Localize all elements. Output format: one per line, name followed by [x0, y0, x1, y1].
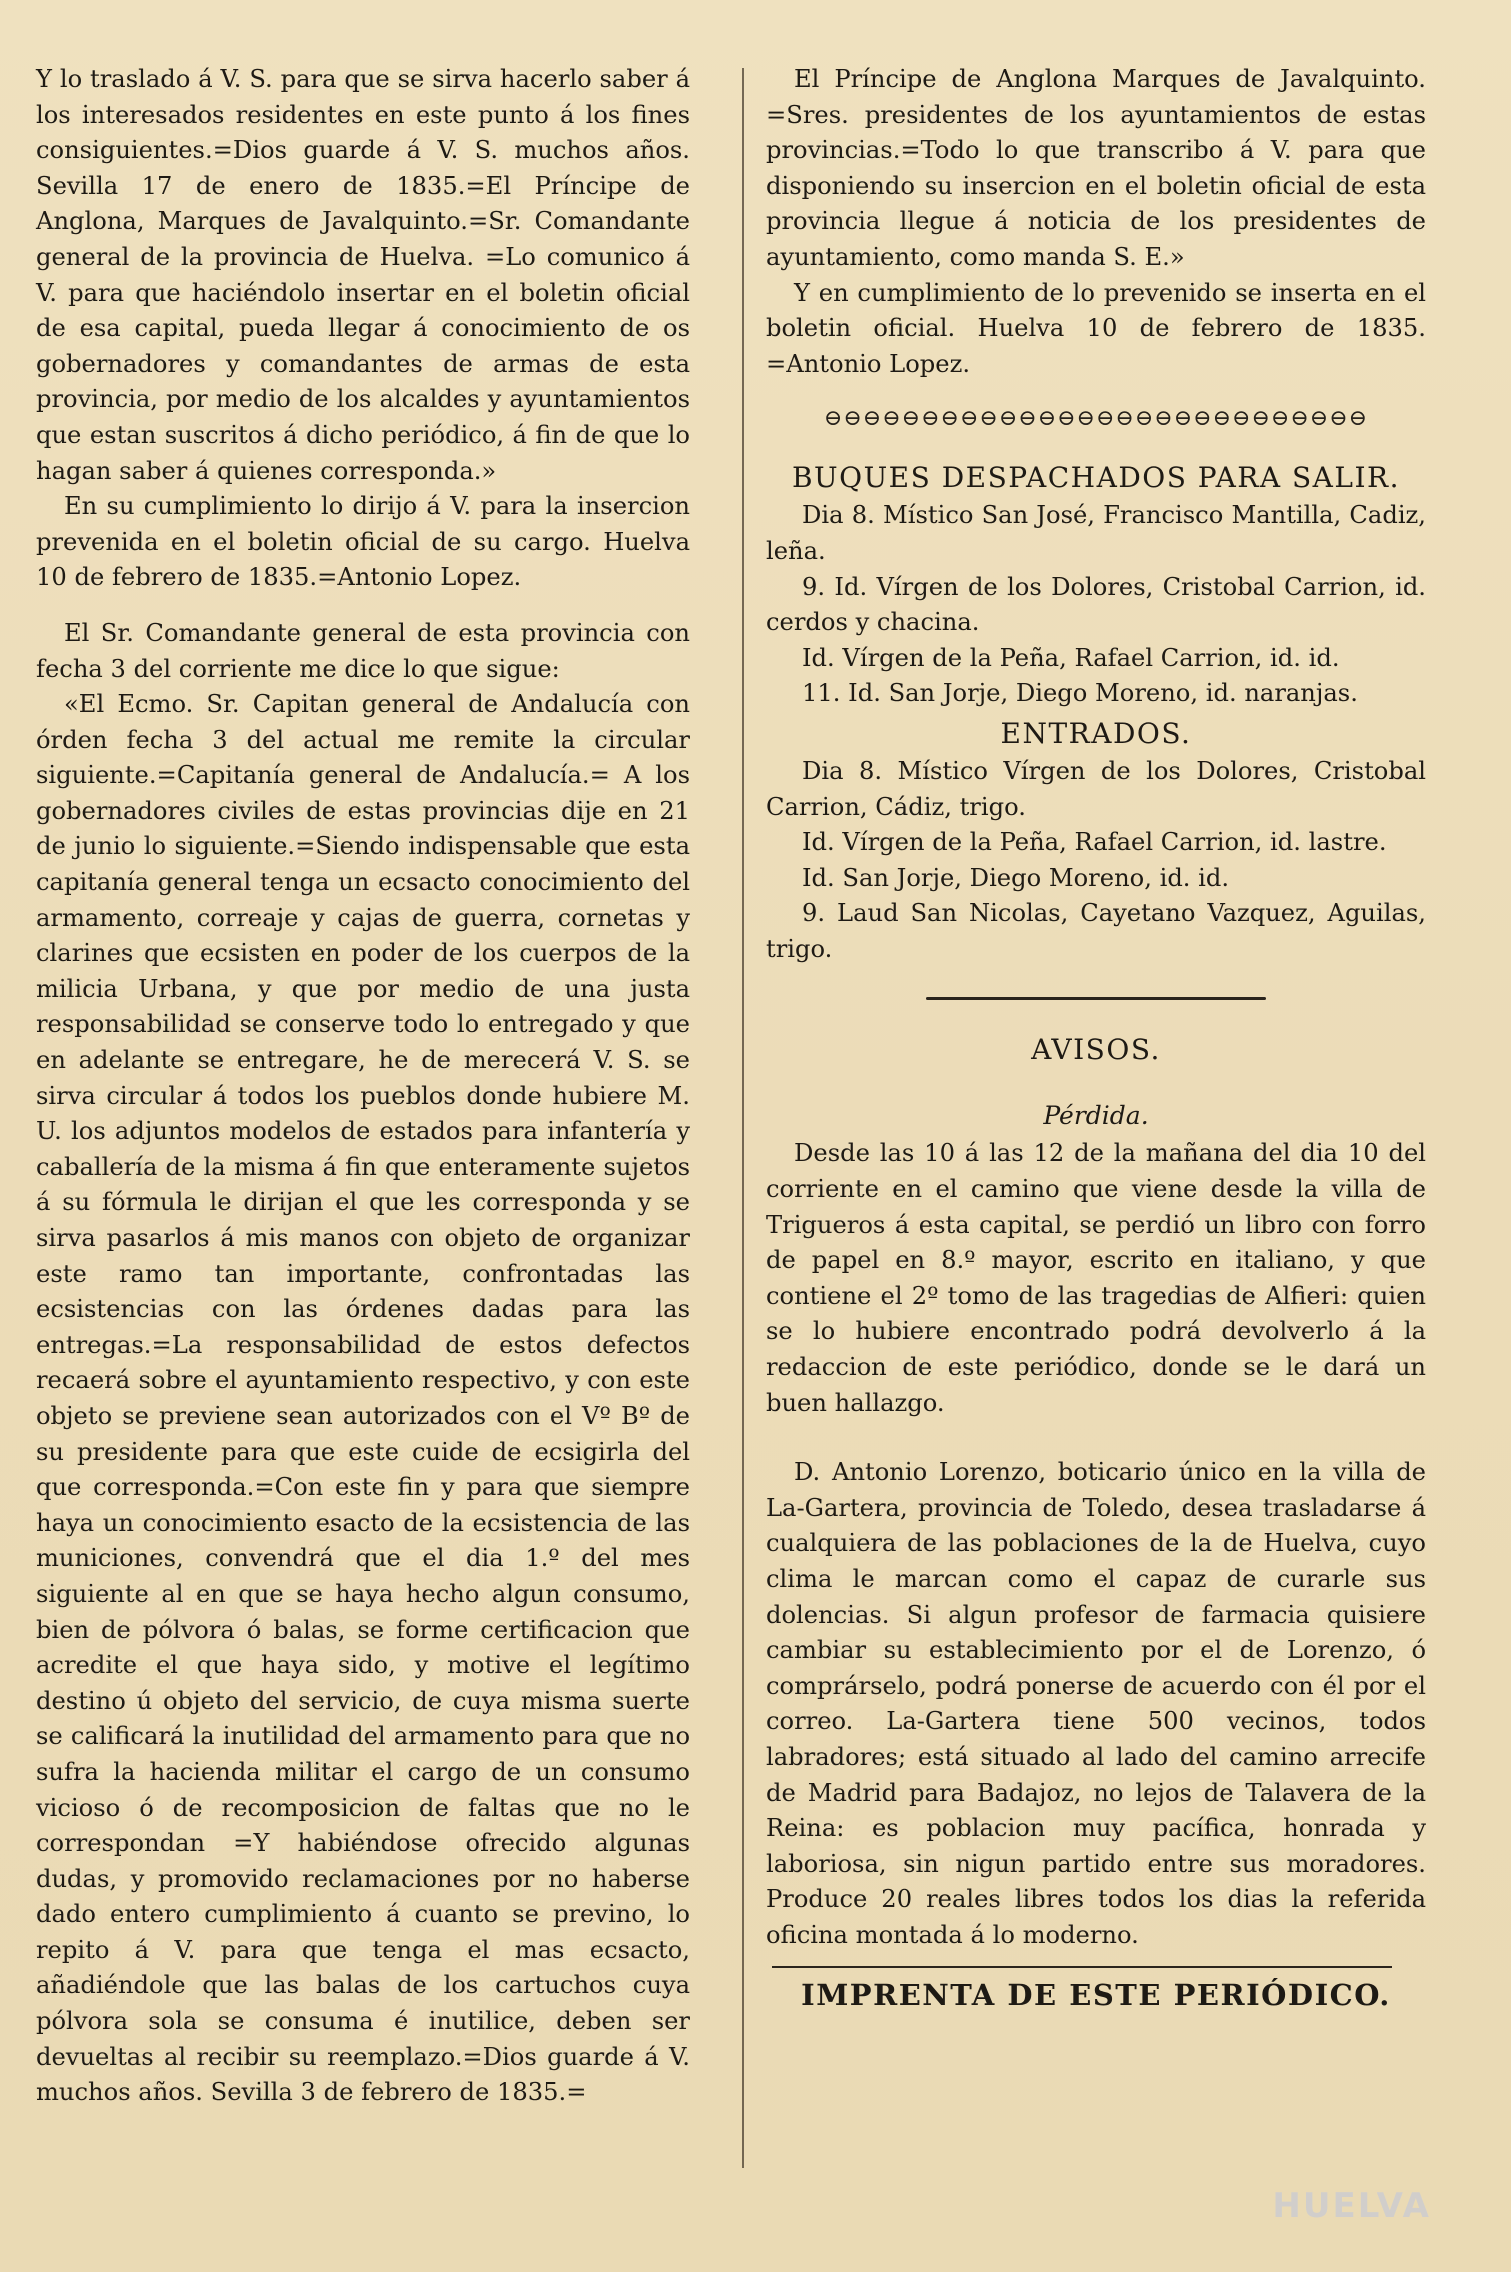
section-rule — [926, 997, 1266, 1000]
ornamental-separator: ⊖⊖⊖⊖⊖⊖⊖⊖⊖⊖⊖⊖⊖⊖⊖⊖⊖⊖⊖⊖⊖⊖⊖⊖⊖⊖⊖⊖ — [823, 406, 1369, 431]
perdida-notice: Desde las 10 á las 12 de la mañana del dia 10 del corriente en el camino que viene desde la villa de Trigueros á esta capital, se perdió un libro con forro de papel en 8.º mayor, escrito en italiano, y que contiene el 2º tomo de las tragedias de Alfieri: quien se lo hubiere encontrado podrá devolverlo á la redaccion de este periódico, donde se le dará un buen hallazgo. — [766, 1139, 1426, 1417]
buques-entry: 9. Id. Vírgen de los Dolores, Cristobal Carrion, id. cerdos y chacina. — [766, 572, 1426, 637]
entrados-heading: ENTRADOS. — [1000, 716, 1192, 750]
lorenzo-notice: D. Antonio Lorenzo, boticario único en la villa de La-Gartera, provincia de Toledo, desea trasladarse á cualquiera de las poblaciones de la de Huelva, cuyo clima le marcan como el capaz de curarle sus dolencias. Si algun profesor de farmacia quisiere cambiar su establecimiento por el de Lorenzo, ó comprárselo, podrá ponerse de acuerdo con él por el correo. La-Gartera tiene 500 vecinos, todos labradores; está situado al lado del camino arrecife de Madrid para Badajoz, no lejos de Talavera de la Reina: es poblacion muy pacífica, honrada y laboriosa, sin nigun partido entre sus moradores. Produce 20 reales libres todos los dias la referida oficina montada á lo moderno. — [766, 1458, 1426, 1949]
perdida-subheading: Pérdida. — [1043, 1101, 1149, 1131]
entrados-entry: Dia 8. Místico Vírgen de los Dolores, Cristobal Carrion, Cádiz, trigo. — [766, 756, 1426, 821]
right-paragraph-2: Y en cumplimiento de lo prevenido se inserta en el boletin oficial. Huelva 10 de febrero de 1835. =Antonio Lopez. — [766, 278, 1426, 378]
right-paragraph-1: El Príncipe de Anglona Marques de Javalquinto. =Sres. presidentes de los ayuntamientos de estas provincias.=Todo lo que transcribo á V. para que disponiendo su insercion en el boletin oficial de esta provincia llegue á noticia de los presidentes de ayuntamiento, como manda S. E.» — [766, 65, 1426, 271]
buques-entry: 11. Id. San Jorje, Diego Moreno, id. naranjas. — [802, 679, 1358, 708]
avisos-heading: AVISOS. — [1031, 1033, 1161, 1067]
buques-entry: Dia 8. Místico San José, Francisco Mantilla, Cadiz, leña. — [766, 501, 1426, 565]
left-paragraph-4: «El Ecmo. Sr. Capitan general de Andalucía con órden fecha 3 del actual me remite la circular siguiente.=Capitanía general de Andalucía.= A los gobernadores civiles de estas provincias dije en 21 de junio lo siguiente.=Siendo indispensable que esta capitanía general tenga un ecsacto conocimiento del armamento, correaje y cajas de guerra, cornetas y clarines que ecsisten en poder de los cuerpos de la milicia Urbana, y que por medio de una justa responsabilidad se conserve todo lo entregado y que en adelante se entregare, he de merecerá V. S. se sirva circular á todos los pueblos donde hubiere M. U. los adjuntos modelos de estados para infantería y caballería de la misma á fin que enteramente sujetos á su fórmula le dirijan el que les corresponda y se sirva pasarlos á mis manos con objeto de organizar este ramo tan importante, confrontadas las ecsistencias con las órdenes dadas para las entregas.=La responsabilidad de estos defectos recaerá sobre el ayuntamiento respectivo, y con este objeto se previene sean autorizados con el Vº Bº de su presidente para que este cuide de ecsigirla del que corresponda.=Con este fin y para que siempre haya un conocimiento esacto de la ecsistencia de las municiones, convendrá que el dia 1.º del mes siguiente al en que se haya hecho algun consumo, bien de pólvora ó balas, se forme certificacion que acredite el que haya sido, y motive el legítimo destino ú objeto del servicio, de cuya misma suerte se calificará la inutilidad del armamento para que no sufra la hacienda militar el cargo de un consumo vicioso ó de recomposicion de faltas que no le correspondan =Y habiéndose ofrecido algunas dudas, y promovido reclamaciones por no haberse dado entero cumplimiento á cuanto se previno, lo repito á V. para que tenga el mas ecsacto, añadiéndole que las balas de los cartuchos cuya pólvora sola se consuma é inutilice, deben ser devueltas al recibir su reemplazo.=Dios guarde á V. muchos años. Sevilla 3 de febrero de 1835.= — [36, 690, 690, 2107]
footer-rule — [772, 1966, 1392, 1968]
printer-imprint: IMPRENTA DE ESTE PERIÓDICO. — [801, 1977, 1391, 2012]
right-column — [766, 62, 1426, 2018]
watermark-stamp: HUELVA — [1272, 2186, 1431, 2226]
left-paragraph-3: El Sr. Comandante general de esta provincia con fecha 3 del corriente me dice lo que sigue: — [36, 618, 690, 683]
buques-heading: BUQUES DESPACHADOS PARA SALIR. — [791, 461, 1401, 495]
left-column — [36, 62, 690, 2111]
entrados-entry: Id. Vírgen de la Peña, Rafael Carrion, id. lastre. — [802, 828, 1387, 857]
column-divider — [742, 68, 744, 2168]
left-paragraph-2: En su cumplimiento lo dirijo á V. para la insercion prevenida en el boletin oficial de su cargo. Huelva 10 de febrero de 1835.=Antonio Lopez. — [36, 492, 690, 592]
entrados-entry: Id. San Jorje, Diego Moreno, id. id. — [802, 863, 1230, 892]
entrados-entry: 9. Laud San Nicolas, Cayetano Vazquez, Aguilas, trigo. — [766, 899, 1426, 963]
buques-entry: Id. Vírgen de la Peña, Rafael Carrion, id. id. — [802, 643, 1340, 672]
left-paragraph-1: Y lo traslado á V. S. para que se sirva hacerlo saber á los interesados residentes en este punto á los fines consiguientes.=Dios guarde á V. S. muchos años. Sevilla 17 de enero de 1835.=El Príncipe de Anglona, Marques de Javalquinto.=Sr. Comandante general de la provincia de Huelva. =Lo comunico á V. para que haciéndolo insertar en el boletin oficial de esa capital, pueda llegar á conocimiento de os gobernadores y comandantes de armas de esta provincia, por medio de los alcaldes y ayuntamientos que estan suscritos á dicho periódico, á fin de que lo hagan saber á quienes corresponda.» — [36, 65, 690, 485]
